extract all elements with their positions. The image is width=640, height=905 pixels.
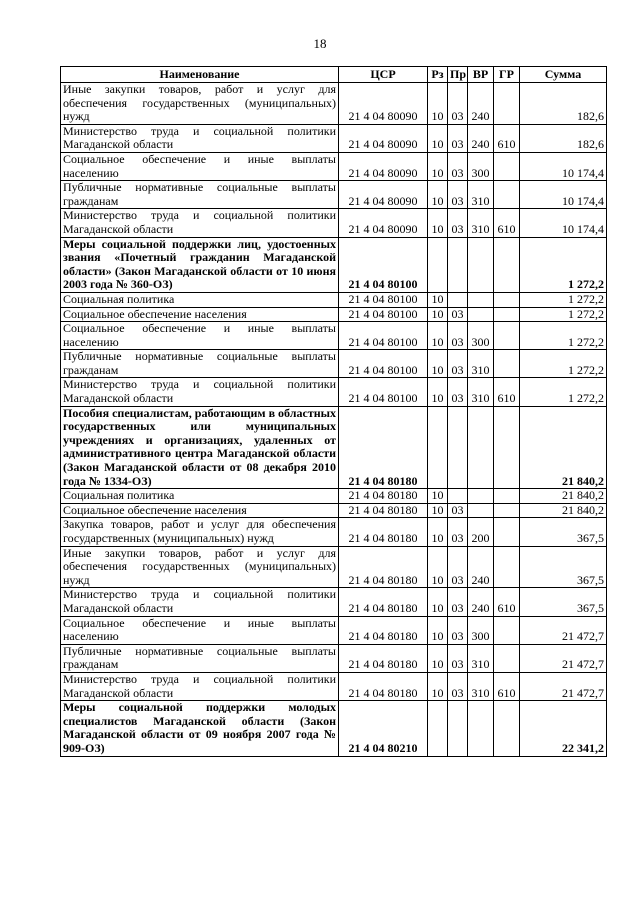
cell-csr: 21 4 04 80100 — [339, 378, 428, 406]
cell-pr: 03 — [448, 672, 468, 700]
cell-csr: 21 4 04 80210 — [339, 701, 428, 756]
cell-vr — [468, 503, 494, 518]
cell-rz: 10 — [428, 518, 448, 546]
header-gr: ГР — [494, 67, 520, 83]
cell-csr: 21 4 04 80180 — [339, 644, 428, 672]
table-row — [61, 644, 607, 672]
table-row — [61, 322, 607, 350]
cell-vr: 300 — [468, 152, 494, 180]
cell-sum: 1 272,2 — [520, 378, 607, 406]
cell-name: Публичные нормативные социальные выплаты гражданам — [61, 350, 339, 378]
cell-rz: 10 — [428, 672, 448, 700]
cell-pr — [448, 406, 468, 489]
cell-csr: 21 4 04 80180 — [339, 546, 428, 588]
cell-rz: 10 — [428, 83, 448, 125]
cell-sum: 367,5 — [520, 588, 607, 616]
cell-name: Пособия специалистам, работающим в областных государственных или муниципальных учреждениях и организациях, удаленных от административного центра Магаданской области (Закон Магаданской области от 08 декабря 2010 года № 1334-ОЗ) — [61, 406, 339, 489]
cell-pr — [448, 292, 468, 307]
cell-pr: 03 — [448, 503, 468, 518]
cell-gr — [494, 307, 520, 322]
cell-pr: 03 — [448, 181, 468, 209]
cell-rz: 10 — [428, 181, 448, 209]
table-row — [61, 489, 607, 504]
cell-sum: 22 341,2 — [520, 701, 607, 756]
cell-vr: 240 — [468, 546, 494, 588]
table-row — [61, 672, 607, 700]
cell-name: Социальная политика — [61, 489, 339, 504]
cell-sum: 21 840,2 — [520, 503, 607, 518]
cell-gr: 610 — [494, 588, 520, 616]
cell-name: Иные закупки товаров, работ и услуг для обеспечения государственных (муниципальных) нужд — [61, 546, 339, 588]
cell-vr — [468, 307, 494, 322]
cell-pr — [448, 237, 468, 292]
cell-name: Закупка товаров, работ и услуг для обеспечения государственных (муниципальных) нужд — [61, 518, 339, 546]
cell-gr — [494, 152, 520, 180]
table-row — [61, 546, 607, 588]
cell-sum: 182,6 — [520, 124, 607, 152]
cell-gr — [494, 237, 520, 292]
cell-gr — [494, 292, 520, 307]
cell-name: Меры социальной поддержки лиц, удостоенных звания «Почетный гражданин Магаданской области» (Закон Магаданской области от 10 июня 2003 года № 360-ОЗ) — [61, 237, 339, 292]
cell-vr: 240 — [468, 83, 494, 125]
cell-vr — [468, 406, 494, 489]
cell-rz: 10 — [428, 503, 448, 518]
cell-gr — [494, 406, 520, 489]
cell-name: Министерство труда и социальной политики Магаданской области — [61, 588, 339, 616]
table-row — [61, 406, 607, 489]
cell-pr — [448, 701, 468, 756]
cell-name: Социальное обеспечение и иные выплаты населению — [61, 152, 339, 180]
cell-gr — [494, 616, 520, 644]
header-pr: Пр — [448, 67, 468, 83]
cell-name: Меры социальной поддержки молодых специалистов Магаданской области (Закон Магаданской области от 09 ноября 2007 года № 909-ОЗ) — [61, 701, 339, 756]
table-row — [61, 237, 607, 292]
table-row — [61, 83, 607, 125]
cell-name: Министерство труда и социальной политики Магаданской области — [61, 378, 339, 406]
header-name: Наименование — [61, 67, 339, 83]
table-row — [61, 350, 607, 378]
cell-csr: 21 4 04 80100 — [339, 292, 428, 307]
cell-csr: 21 4 04 80100 — [339, 307, 428, 322]
page-number: 18 — [313, 36, 327, 51]
cell-vr: 200 — [468, 518, 494, 546]
cell-gr — [494, 518, 520, 546]
cell-rz: 10 — [428, 292, 448, 307]
cell-name: Социальное обеспечение населения — [61, 503, 339, 518]
header-rz: Рз — [428, 67, 448, 83]
cell-gr — [494, 701, 520, 756]
cell-vr — [468, 701, 494, 756]
header-vr: ВР — [468, 67, 494, 83]
cell-csr: 21 4 04 80180 — [339, 588, 428, 616]
cell-pr: 03 — [448, 546, 468, 588]
cell-rz: 10 — [428, 124, 448, 152]
cell-vr — [468, 489, 494, 504]
cell-sum: 10 174,4 — [520, 181, 607, 209]
cell-rz: 10 — [428, 378, 448, 406]
cell-pr: 03 — [448, 518, 468, 546]
cell-name: Социальное обеспечение и иные выплаты населению — [61, 322, 339, 350]
cell-csr: 21 4 04 80100 — [339, 350, 428, 378]
cell-pr — [448, 489, 468, 504]
cell-csr: 21 4 04 80180 — [339, 503, 428, 518]
cell-rz: 10 — [428, 307, 448, 322]
cell-csr: 21 4 04 80090 — [339, 152, 428, 180]
cell-sum: 10 174,4 — [520, 209, 607, 237]
cell-name: Социальное обеспечение и иные выплаты населению — [61, 616, 339, 644]
table-row — [61, 181, 607, 209]
cell-sum: 182,6 — [520, 83, 607, 125]
table-row — [61, 518, 607, 546]
header-sum: Сумма — [520, 67, 607, 83]
cell-pr: 03 — [448, 124, 468, 152]
cell-csr: 21 4 04 80180 — [339, 406, 428, 489]
cell-gr: 610 — [494, 209, 520, 237]
cell-csr: 21 4 04 80090 — [339, 124, 428, 152]
table-row — [61, 209, 607, 237]
cell-sum: 367,5 — [520, 518, 607, 546]
cell-rz: 10 — [428, 322, 448, 350]
cell-vr: 240 — [468, 124, 494, 152]
cell-vr: 310 — [468, 181, 494, 209]
cell-sum: 367,5 — [520, 546, 607, 588]
cell-pr: 03 — [448, 644, 468, 672]
cell-csr: 21 4 04 80100 — [339, 237, 428, 292]
cell-gr: 610 — [494, 672, 520, 700]
cell-name: Иные закупки товаров, работ и услуг для обеспечения государственных (муниципальных) нужд — [61, 83, 339, 125]
cell-csr: 21 4 04 80180 — [339, 616, 428, 644]
cell-sum: 21 840,2 — [520, 406, 607, 489]
header-csr: ЦСР — [339, 67, 428, 83]
table-row — [61, 616, 607, 644]
cell-rz: 10 — [428, 644, 448, 672]
cell-csr: 21 4 04 80180 — [339, 672, 428, 700]
cell-sum: 21 472,7 — [520, 616, 607, 644]
cell-pr: 03 — [448, 350, 468, 378]
cell-vr — [468, 237, 494, 292]
cell-vr: 300 — [468, 616, 494, 644]
cell-rz: 10 — [428, 209, 448, 237]
cell-sum: 1 272,2 — [520, 307, 607, 322]
table-row — [61, 588, 607, 616]
cell-name: Социальное обеспечение населения — [61, 307, 339, 322]
table-row — [61, 378, 607, 406]
cell-gr: 610 — [494, 378, 520, 406]
cell-rz — [428, 701, 448, 756]
cell-sum: 21 472,7 — [520, 644, 607, 672]
cell-sum: 21 840,2 — [520, 489, 607, 504]
table-row — [61, 307, 607, 322]
table-row — [61, 503, 607, 518]
cell-pr: 03 — [448, 83, 468, 125]
cell-pr: 03 — [448, 152, 468, 180]
cell-name: Министерство труда и социальной политики Магаданской области — [61, 672, 339, 700]
cell-name: Социальная политика — [61, 292, 339, 307]
table-row — [61, 701, 607, 756]
cell-sum: 21 472,7 — [520, 672, 607, 700]
cell-rz: 10 — [428, 546, 448, 588]
cell-sum: 1 272,2 — [520, 292, 607, 307]
cell-gr: 610 — [494, 124, 520, 152]
table-row — [61, 124, 607, 152]
cell-csr: 21 4 04 80180 — [339, 489, 428, 504]
cell-gr — [494, 322, 520, 350]
cell-sum: 1 272,2 — [520, 322, 607, 350]
cell-rz — [428, 406, 448, 489]
cell-gr — [494, 546, 520, 588]
cell-rz — [428, 237, 448, 292]
cell-vr: 310 — [468, 644, 494, 672]
cell-name: Публичные нормативные социальные выплаты гражданам — [61, 644, 339, 672]
table-row — [61, 292, 607, 307]
cell-rz: 10 — [428, 616, 448, 644]
cell-csr: 21 4 04 80100 — [339, 322, 428, 350]
cell-gr — [494, 489, 520, 504]
cell-rz: 10 — [428, 152, 448, 180]
cell-vr — [468, 292, 494, 307]
cell-pr: 03 — [448, 616, 468, 644]
table-row — [61, 152, 607, 180]
cell-sum: 1 272,2 — [520, 350, 607, 378]
cell-csr: 21 4 04 80090 — [339, 181, 428, 209]
cell-gr — [494, 350, 520, 378]
cell-vr: 300 — [468, 322, 494, 350]
cell-name: Публичные нормативные социальные выплаты гражданам — [61, 181, 339, 209]
cell-rz: 10 — [428, 350, 448, 378]
budget-table — [60, 66, 607, 757]
cell-pr: 03 — [448, 378, 468, 406]
cell-name: Министерство труда и социальной политики Магаданской области — [61, 209, 339, 237]
cell-csr: 21 4 04 80090 — [339, 83, 428, 125]
cell-name: Министерство труда и социальной политики Магаданской области — [61, 124, 339, 152]
cell-vr: 310 — [468, 209, 494, 237]
cell-vr: 240 — [468, 588, 494, 616]
cell-vr: 310 — [468, 350, 494, 378]
cell-pr: 03 — [448, 209, 468, 237]
cell-csr: 21 4 04 80180 — [339, 518, 428, 546]
cell-vr: 310 — [468, 672, 494, 700]
cell-sum: 1 272,2 — [520, 237, 607, 292]
cell-csr: 21 4 04 80090 — [339, 209, 428, 237]
cell-pr: 03 — [448, 307, 468, 322]
cell-gr — [494, 181, 520, 209]
cell-rz: 10 — [428, 489, 448, 504]
cell-pr: 03 — [448, 588, 468, 616]
table-body — [61, 83, 607, 757]
cell-sum: 10 174,4 — [520, 152, 607, 180]
cell-gr — [494, 503, 520, 518]
cell-pr: 03 — [448, 322, 468, 350]
cell-rz: 10 — [428, 588, 448, 616]
table-header-row — [61, 67, 607, 83]
cell-gr — [494, 644, 520, 672]
cell-vr: 310 — [468, 378, 494, 406]
cell-gr — [494, 83, 520, 125]
